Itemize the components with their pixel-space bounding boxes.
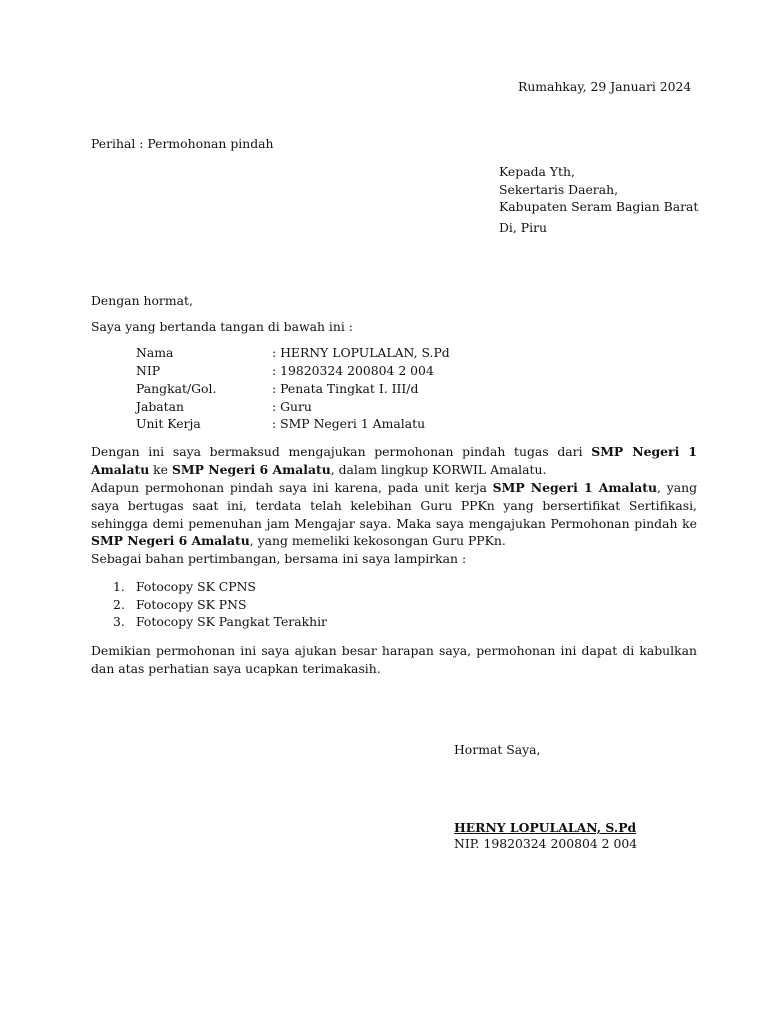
identity-label: NIP — [136, 363, 161, 378]
subject-line: Perihal : Permohonan pindah — [91, 136, 274, 151]
paragraph-request — [91, 443, 697, 479]
signer-name: HERNY LOPULALAN, S.Pd — [454, 820, 637, 835]
recipient-line: Kepada Yth, — [499, 164, 575, 179]
identity-value: : SMP Negeri 1 Amalatu — [272, 416, 426, 431]
identity-label: Pangkat/Gol. — [136, 381, 217, 396]
paragraph-reason — [91, 479, 697, 550]
place-date: Rumahkay, 29 Januari 2024 — [518, 79, 692, 94]
paragraph-closing: Demikian permohonan ini saya ajukan besar harapan saya, permohonan ini dapat di kabulkan dan atas perhatian saya ucapkan terimakasih. — [91, 643, 697, 676]
identity-value: : 19820324 200804 2 004 — [272, 363, 434, 378]
attachments-intro: Sebagai bahan pertimbangan, bersama ini saya lampirkan : — [91, 551, 467, 566]
school-origin: SMP Negeri 1 Amalatu — [91, 444, 697, 477]
list-item — [113, 596, 246, 614]
list-text: Fotocopy SK PNS — [136, 597, 247, 612]
identity-label: Nama — [136, 345, 174, 360]
list-item — [113, 613, 327, 631]
recipient-location: Di, Piru — [499, 220, 547, 235]
list-number: 1. — [113, 579, 125, 594]
identity-value: : HERNY LOPULALAN, S.Pd — [272, 345, 450, 360]
identity-value: : Penata Tingkat I. III/d — [272, 381, 419, 396]
school-origin: SMP Negeri 1 Amalatu — [492, 480, 657, 495]
identity-value: : Guru — [272, 399, 312, 414]
list-number: 2. — [113, 597, 125, 612]
list-item — [113, 578, 256, 596]
list-number: 3. — [113, 614, 125, 629]
identity-label: Unit Kerja — [136, 416, 201, 431]
paragraph-text: , dalam lingkup KORWIL Amalatu. — [330, 461, 547, 477]
signer-nip: NIP. 19820324 200804 2 004 — [454, 836, 638, 851]
identity-label: Jabatan — [136, 399, 185, 414]
paragraph-text: , yang saya bertugas saat ini, terdata telah kelebihan Guru PPKn yang bersertifikat Sertifikasi, sehingga demi pemenuhan jam Mengajar saya. Maka saya mengajukan Permohonan pindah ke — [91, 480, 697, 531]
school-destination: SMP Negeri 6 Amalatu — [91, 533, 250, 549]
intro-text: Saya yang bertanda tangan di bawah ini : — [91, 319, 353, 334]
list-text: Fotocopy SK CPNS — [136, 579, 256, 594]
paragraph-text: Adapun permohonan pindah saya ini karena, pada unit kerja — [91, 480, 493, 495]
paragraph-text: ke — [149, 461, 172, 477]
paragraph-text: Dengan ini saya bermaksud mengajukan permohonan pindah tugas dari — [91, 444, 592, 459]
school-destination: SMP Negeri 6 Amalatu — [171, 461, 331, 477]
regards: Hormat Saya, — [454, 742, 541, 757]
recipient-block — [499, 163, 698, 216]
list-text: Fotocopy SK Pangkat Terakhir — [136, 614, 327, 629]
paragraph-text: , yang memeliki kekosongan Guru PPKn. — [249, 533, 506, 549]
recipient-line: Sekertaris Daerah, — [499, 181, 619, 197]
recipient-line: Kabupaten Seram Bagian Barat — [499, 199, 699, 215]
salutation: Dengan hormat, — [91, 293, 193, 308]
